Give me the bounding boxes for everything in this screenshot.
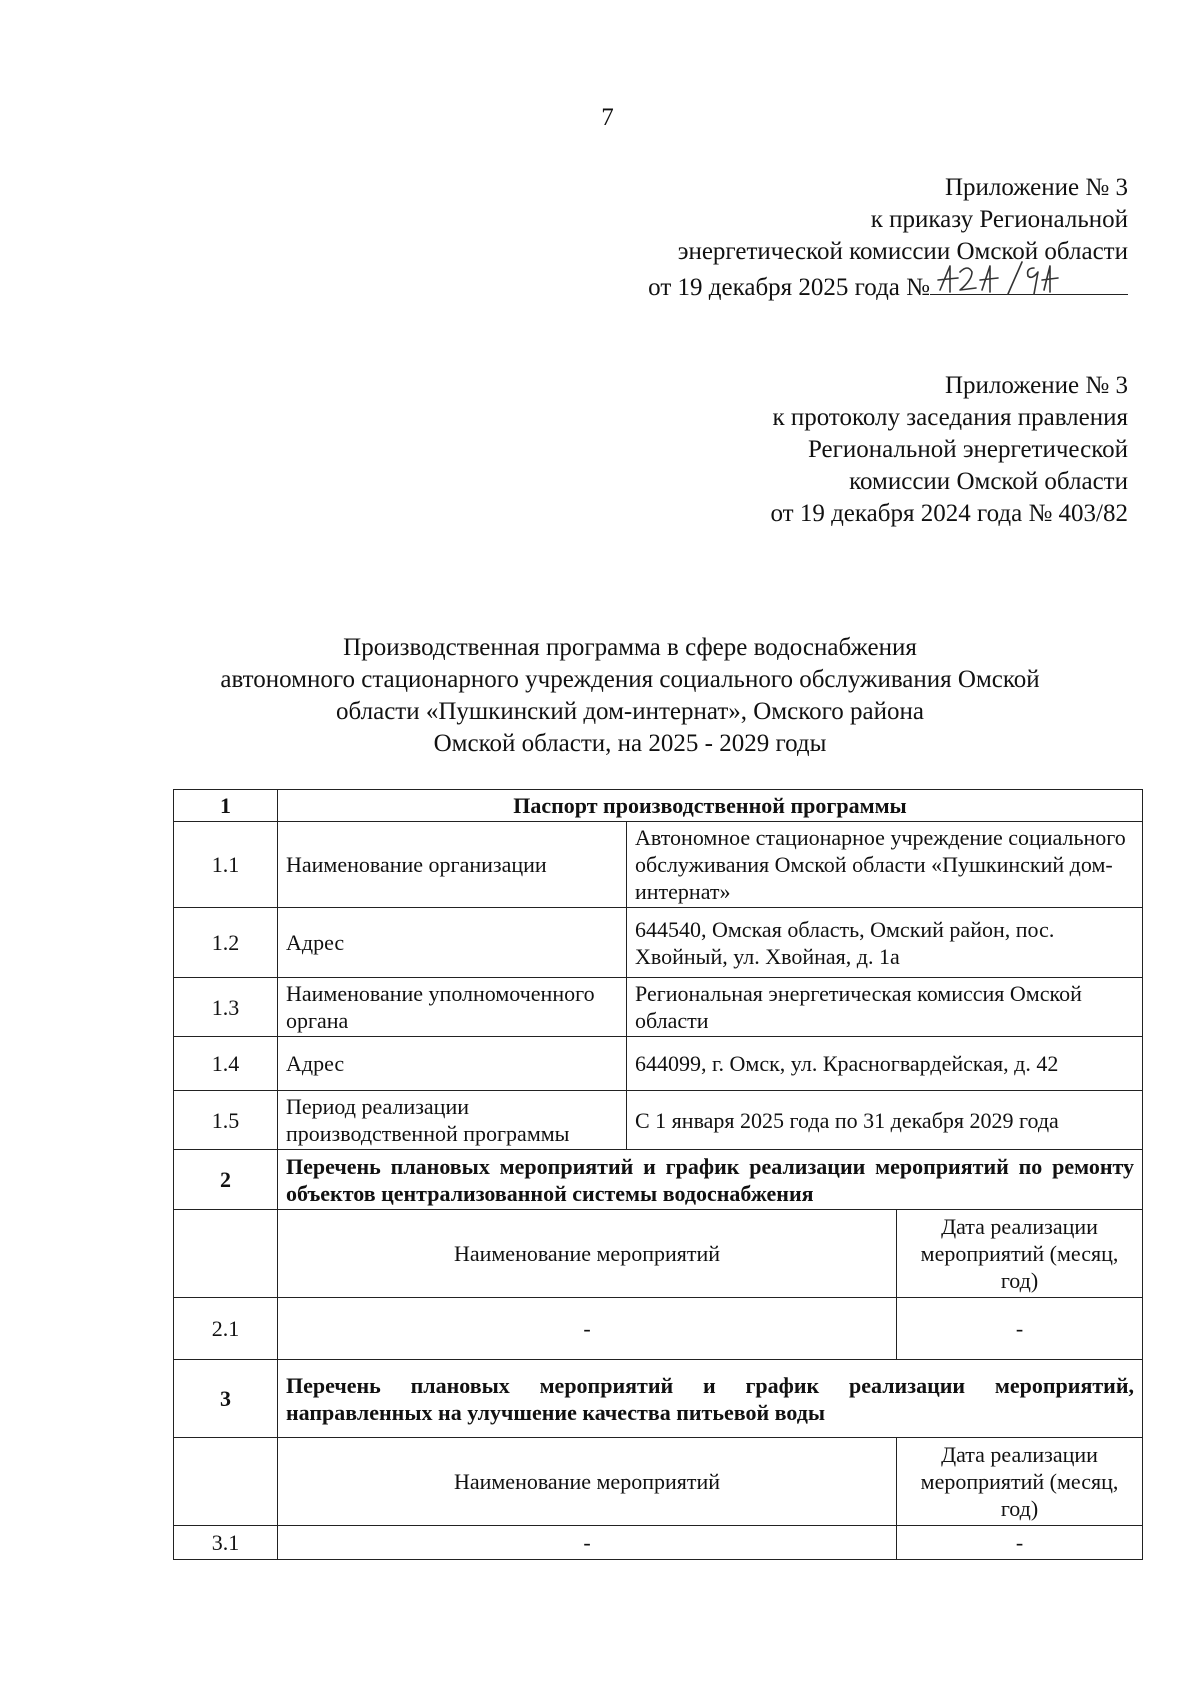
program-table <box>173 789 1143 1560</box>
column-header-date: Дата реализации мероприятий (месяц, год) <box>897 1438 1143 1526</box>
appendix-order-block <box>648 172 1128 304</box>
handwritten-order-number <box>930 260 1060 300</box>
activity-name: - <box>278 1298 897 1360</box>
appendix-order-line2: к приказу Региональной <box>870 206 1128 233</box>
row-number: 1.4 <box>174 1037 278 1091</box>
table-row <box>174 1360 1143 1438</box>
column-header-date: Дата реализации мероприятий (месяц, год) <box>897 1210 1143 1298</box>
section-heading: Перечень плановых мероприятий и график реализации мероприятий, направленных на улучшение качества питьевой воды <box>278 1360 1143 1438</box>
empty-cell <box>174 1210 278 1298</box>
row-label: Адрес <box>278 1037 627 1091</box>
appendix-protocol-block <box>770 370 1128 530</box>
table-row <box>174 1526 1143 1560</box>
section-number: 3 <box>174 1360 278 1438</box>
appendix-protocol-line4: комиссии Омской области <box>849 468 1128 495</box>
row-value: Автономное стационарное учреждение социального обслуживания Омской области «Пушкинский дом-интернат» <box>627 822 1143 908</box>
table-row <box>174 790 1143 822</box>
table-row <box>174 1091 1143 1150</box>
table-row <box>174 1210 1143 1298</box>
table-row <box>174 908 1143 978</box>
table-row <box>174 1438 1143 1526</box>
table-row <box>174 822 1143 908</box>
section-number: 2 <box>174 1150 278 1210</box>
appendix-order-line4 <box>648 268 1128 304</box>
title-line3: области «Пушкинский дом-интернат», Омского района <box>336 698 924 725</box>
appendix-order-line3: энергетической комиссии Омской области <box>677 238 1128 265</box>
row-value: 644540, Омская область, Омский район, пос. Хвойный, ул. Хвойная, д. 1а <box>627 908 1143 978</box>
row-value: С 1 января 2025 года по 31 декабря 2029 года <box>627 1091 1143 1150</box>
section-heading: Перечень плановых мероприятий и график реализации мероприятий по ремонту объектов централизованной системы водоснабжения <box>278 1150 1143 1210</box>
row-number: 1.5 <box>174 1091 278 1150</box>
row-number: 3.1 <box>174 1526 278 1560</box>
table-row <box>174 1298 1143 1360</box>
row-label: Период реализации производственной программы <box>278 1091 627 1150</box>
section-heading: Паспорт производственной программы <box>278 790 1143 822</box>
section-number: 1 <box>174 790 278 822</box>
activity-name: - <box>278 1526 897 1560</box>
appendix-order-date-prefix: от 19 декабря 2025 года № <box>648 274 930 301</box>
title-line1: Производственная программа в сфере водоснабжения <box>343 634 917 661</box>
table-row <box>174 1037 1143 1091</box>
document-title <box>150 632 1110 760</box>
row-value: Региональная энергетическая комиссия Омской области <box>627 978 1143 1037</box>
title-line2: автономного стационарного учреждения социального обслуживания Омской <box>220 666 1040 693</box>
row-number: 1.1 <box>174 822 278 908</box>
activity-date: - <box>897 1298 1143 1360</box>
column-header-name: Наименование мероприятий <box>278 1210 897 1298</box>
table-row <box>174 978 1143 1037</box>
appendix-order-line1: Приложение № 3 <box>944 174 1128 201</box>
column-header-name: Наименование мероприятий <box>278 1438 897 1526</box>
row-label: Адрес <box>278 908 627 978</box>
row-number: 2.1 <box>174 1298 278 1360</box>
table-row <box>174 1150 1143 1210</box>
row-number: 1.2 <box>174 908 278 978</box>
appendix-protocol-line3: Региональной энергетической <box>807 436 1128 463</box>
title-line4: Омской области, на 2025 - 2029 годы <box>433 730 827 757</box>
activity-date: - <box>897 1526 1143 1560</box>
row-number: 1.3 <box>174 978 278 1037</box>
page-number: 7 <box>601 104 614 131</box>
row-value: 644099, г. Омск, ул. Красногвардейская, д. 42 <box>627 1037 1143 1091</box>
row-label: Наименование уполномоченного органа <box>278 978 627 1037</box>
empty-cell <box>174 1438 278 1526</box>
order-number-blank <box>930 268 1128 295</box>
appendix-protocol-line2: к протоколу заседания правления <box>772 404 1128 431</box>
row-label: Наименование организации <box>278 822 627 908</box>
appendix-protocol-line1: Приложение № 3 <box>944 372 1128 399</box>
appendix-protocol-line5: от 19 декабря 2024 года № 403/82 <box>770 500 1128 527</box>
